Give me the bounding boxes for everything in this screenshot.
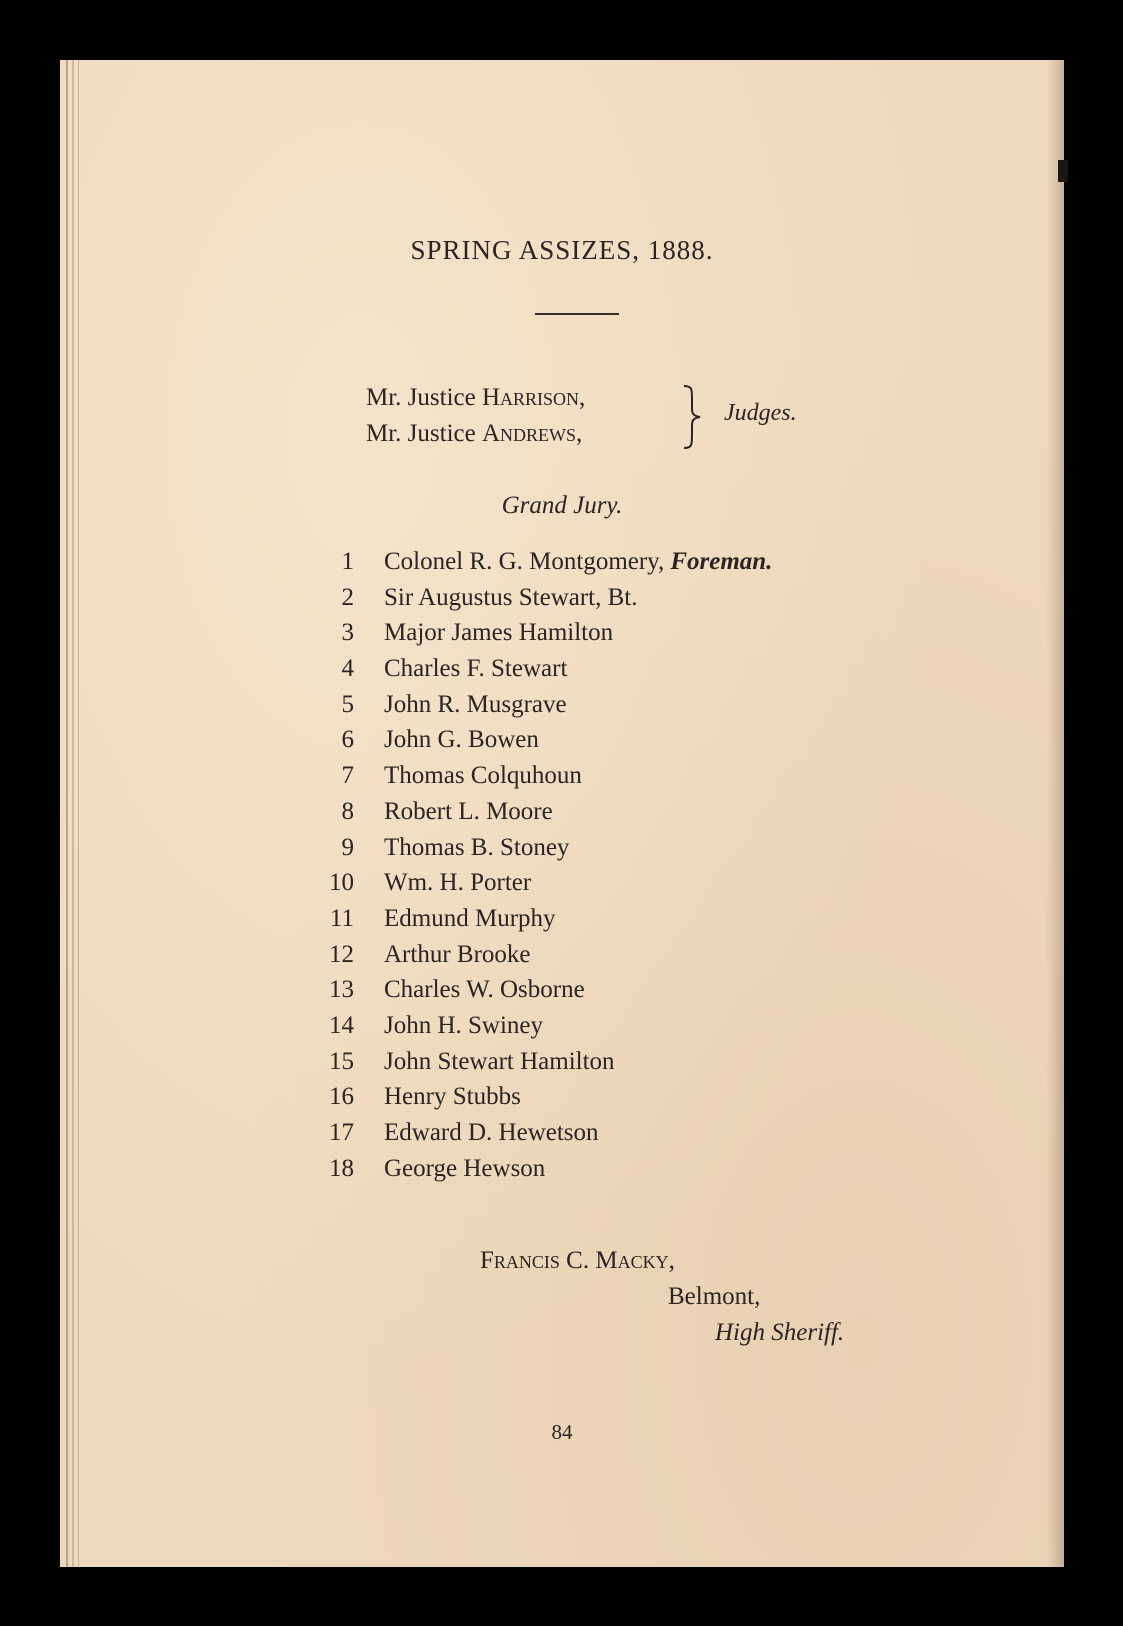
juror-number: 12 — [329, 940, 354, 968]
book-page — [60, 60, 1064, 1567]
judge-surname: Harrison — [481, 384, 580, 411]
sheriff-name: Francis C. Macky, — [480, 1247, 675, 1274]
juror-name: Colonel R. G. Montgomery, — [384, 548, 665, 575]
title-rule — [535, 313, 619, 315]
judges-list — [366, 380, 585, 452]
list-item — [318, 762, 918, 798]
list-item — [318, 726, 918, 762]
list-item — [318, 691, 918, 727]
page-edge — [78, 60, 79, 1567]
list-item — [318, 1155, 918, 1191]
juror-name: John Stewart Hamilton — [384, 1047, 615, 1075]
juror-number: 18 — [329, 1154, 354, 1182]
grand-jury-list — [318, 548, 918, 1190]
juror-name: John R. Musgrave — [384, 690, 567, 718]
sheriff-residence: Belmont, — [668, 1283, 761, 1310]
juror-number: 6 — [341, 726, 354, 754]
page-edge — [66, 60, 68, 1567]
juror-name: George Hewson — [384, 1154, 546, 1182]
juror-name-line — [384, 548, 772, 576]
judge-surname: Andrews — [481, 420, 577, 447]
judge-line — [366, 416, 585, 452]
juror-number: 10 — [329, 869, 354, 897]
judge-prefix: Mr. Justice — [366, 420, 482, 447]
juror-number: 1 — [341, 548, 354, 575]
juror-number: 15 — [329, 1047, 354, 1075]
sheriff-title: High Sheriff. — [715, 1319, 845, 1346]
juror-number: 17 — [329, 1119, 354, 1146]
juror-name: Thomas Colquhoun — [384, 762, 582, 790]
curly-brace-icon — [680, 383, 710, 451]
juror-number: 5 — [341, 690, 354, 718]
juror-name: Charles F. Stewart — [384, 655, 568, 683]
list-item — [318, 619, 918, 655]
grand-jury-heading: Grand Jury. — [501, 492, 623, 519]
foreman-label: Foreman. — [670, 548, 773, 575]
judges-label: Judges. — [724, 400, 797, 426]
juror-name: Wm. H. Porter — [384, 869, 532, 897]
juror-name: John H. Swiney — [384, 1011, 544, 1039]
page-title: SPRING ASSIZES, 1888. — [410, 235, 714, 265]
judge-suffix: , — [579, 384, 586, 411]
list-item — [318, 1012, 918, 1048]
juror-number: 4 — [341, 655, 354, 683]
juror-name: Major James Hamilton — [384, 619, 614, 647]
list-item — [318, 834, 918, 870]
list-item — [318, 869, 918, 905]
gutter-shadow — [1046, 60, 1064, 1567]
page-tab-mark — [1058, 160, 1068, 182]
juror-name: Robert L. Moore — [384, 797, 553, 825]
judge-line — [366, 380, 585, 416]
list-item — [318, 584, 918, 620]
judge-prefix: Mr. Justice — [366, 384, 482, 411]
juror-number: 16 — [329, 1083, 354, 1111]
juror-number: 8 — [341, 797, 354, 825]
juror-number: 11 — [329, 904, 354, 932]
list-item — [318, 655, 918, 691]
list-item — [318, 1048, 918, 1084]
juror-number: 9 — [341, 833, 354, 861]
list-item — [318, 976, 918, 1012]
juror-name: John G. Bowen — [384, 726, 539, 754]
list-item — [318, 941, 918, 977]
juror-name: Charles W. Osborne — [384, 976, 585, 1004]
juror-name: Sir Augustus Stewart, Bt. — [384, 583, 638, 611]
page-edge — [72, 60, 74, 1567]
juror-number: 3 — [341, 619, 354, 647]
list-item — [318, 798, 918, 834]
list-item — [318, 1083, 918, 1119]
juror-number: 13 — [329, 976, 354, 1004]
page-number: 84 — [551, 1420, 573, 1444]
juror-number: 14 — [329, 1011, 354, 1039]
list-item — [318, 905, 918, 941]
juror-number: 2 — [341, 583, 354, 611]
juror-name: Edward D. Hewetson — [384, 1119, 599, 1146]
list-item — [318, 548, 918, 584]
juror-name: Henry Stubbs — [384, 1083, 521, 1111]
juror-name: Edmund Murphy — [384, 904, 556, 932]
list-item — [318, 1119, 918, 1155]
juror-number: 7 — [341, 762, 354, 790]
judge-suffix: , — [576, 420, 583, 447]
juror-name: Thomas B. Stoney — [384, 833, 570, 861]
juror-name: Arthur Brooke — [384, 940, 531, 968]
